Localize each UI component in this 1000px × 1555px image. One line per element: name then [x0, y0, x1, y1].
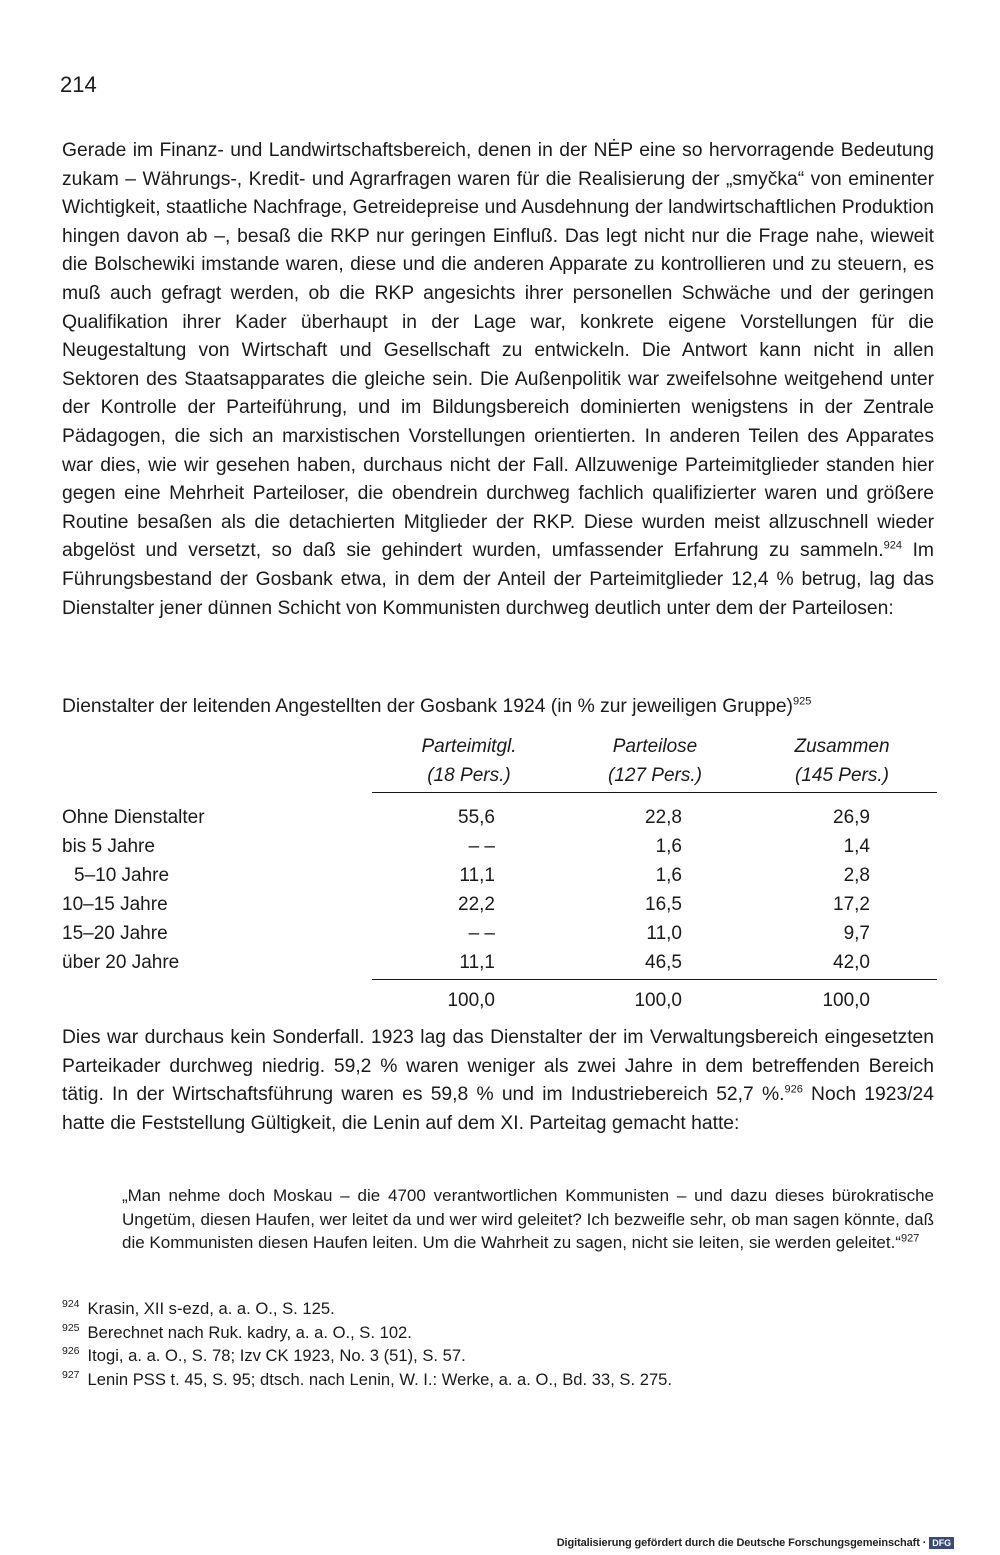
column-header-parteimitglieder — [379, 732, 559, 790]
total-zusammen: 100,0 — [822, 990, 870, 1011]
table-total-rule — [372, 979, 937, 980]
column-header-count: (127 Pers.) — [608, 765, 702, 786]
row-label: 15–20 Jahre — [62, 923, 168, 944]
footnotes — [62, 1297, 942, 1391]
cell-zusammen: 2,8 — [843, 865, 870, 886]
cell-zusammen: 9,7 — [843, 923, 870, 944]
column-header-zusammen — [752, 732, 932, 790]
table-header-rule — [372, 792, 937, 793]
body-paragraph-1 — [62, 137, 934, 623]
page-number: 214 — [60, 72, 97, 97]
footnote-number: 924 — [62, 1298, 80, 1311]
total-parteimitglieder: 100,0 — [447, 990, 495, 1011]
footnote — [62, 1321, 942, 1345]
table-total-row — [0, 986, 1000, 1015]
table-row — [0, 919, 1000, 948]
column-header-name: Parteimitgl. — [421, 736, 517, 757]
footnote — [62, 1297, 942, 1321]
row-label: 5–10 Jahre — [74, 865, 170, 886]
block-quote — [122, 1184, 934, 1255]
cell-zusammen: 42,0 — [833, 952, 870, 973]
body-paragraph-2-continuation: Noch 1923/24 hatte die Feststellung Gültigkeit, die Lenin auf dem XI. Parteitag gemacht hatte: — [62, 1084, 934, 1134]
cell-parteimitglieder: 22,2 — [458, 894, 495, 915]
cell-parteilose: 16,5 — [645, 894, 682, 915]
body-paragraph-2-text: Dies war durchaus kein Sonderfall. 1923 lag das Dienstalter der im Verwaltungsbereich eingesetzten Parteikader durchweg niedrig. 59,2 % waren weniger als zwei Jahre in dem betreffenden Bereich tätig. In der Wirtschaftsführung waren es 59,8 % und im Industriebereich 52,7 %. — [62, 1027, 934, 1106]
body-paragraph-1-text: Gerade im Finanz- und Landwirtschaftsbereich, denen in der NĖP eine so hervorragende Bedeutung zukam – Währungs-, Kredit- und Agrarfragen waren für die Realisierung der „smyčka“ von eminenter Wichtigkeit, staatliche Nachfrage, Getreidepreise und Ausdehnung der landwirtschaftlichen Produktion hingen davon ab –, besaß die RKP nur geringen Einfluß. Das legt nicht nur die Frage nahe, wieweit die Bolschewiki imstande waren, diese und die anderen Apparate zu kontrollieren und zu steuern, es muß auch gefragt werden, ob die RKP angesichts ihrer personellen Schwäche und der geringen Qualifikation ihrer Kader überhaupt in der Lage war, konkrete eigene Vorstellungen für die Neugestaltung von Wirtschaft und Gesellschaft zu entwickeln. Die Antwort kann nicht in allen Sektoren des Staatsapparates die gleiche sein. Die Außenpolitik war zweifelsohne weitgehend unter der Kontrolle der Parteiführung, und im Bildungsbereich dominierten wenigstens in der Zentrale Pädagogen, die sich an marxistischen Vorstellungen orientierten. In anderen Teilen des Apparates war dies, wie wir gesehen haben, durchaus nicht der Fall. Allzuwenige Parteimitglieder standen hier gegen eine Mehrheit Parteiloser, die obendrein durchweg fachlich qualifizierter waren und größere Routine besaßen als die detachierten Mitglieder der RKP. Diese wurden meist allzuschnell wieder abgelöst und versetzt, so daß sie gehindert wurden, umfassender Erfahrung zu sammeln. — [62, 140, 934, 562]
cell-zusammen: 17,2 — [833, 894, 870, 915]
cell-parteimitglieder: 11,1 — [459, 952, 495, 973]
cell-parteilose: 11,0 — [646, 923, 682, 944]
dfg-logo: DFG — [929, 1537, 954, 1549]
column-header-count: (145 Pers.) — [795, 765, 889, 786]
cell-parteimitglieder: 11,1 — [459, 865, 495, 886]
digitization-credit — [557, 1537, 954, 1549]
footnote-ref-927: 927 — [900, 1232, 920, 1245]
cell-parteimitglieder: – – — [468, 923, 495, 944]
cell-parteimitglieder: 55,6 — [458, 807, 495, 828]
column-header-parteilose — [565, 732, 745, 790]
footnote-text: Itogi, a. a. O., S. 78; Izv CK 1923, No. 3 (51), S. 57. — [87, 1346, 466, 1365]
footnote-text: Krasin, XII s-ezd, a. a. O., S. 125. — [87, 1299, 335, 1318]
footnote-ref-925: 925 — [792, 695, 812, 708]
footnote-ref-926: 926 — [784, 1083, 803, 1096]
body-paragraph-1-continuation: Im Führungsbestand der Gosbank etwa, in dem der Anteil der Parteimitglieder 12,4 % betrug, lag das Dienstalter jener dünnen Schicht von Kommunisten durchweg deutlich unter dem der Parteilosen: — [62, 540, 934, 619]
cell-parteilose: 22,8 — [645, 807, 682, 828]
cell-parteilose: 1,6 — [655, 865, 682, 886]
cell-zusammen: 26,9 — [833, 807, 870, 828]
table-row — [0, 948, 1000, 977]
body-paragraph-2 — [62, 1024, 934, 1138]
footnote-number: 927 — [62, 1368, 80, 1381]
table-row — [0, 803, 1000, 832]
footnote-number: 925 — [62, 1321, 80, 1334]
cell-parteilose: 1,6 — [655, 836, 682, 857]
table-row — [0, 832, 1000, 861]
cell-parteilose: 46,5 — [645, 952, 682, 973]
cell-zusammen: 1,4 — [843, 836, 870, 857]
footnote — [62, 1344, 942, 1368]
column-header-name: Parteilose — [612, 736, 698, 757]
row-label: 10–15 Jahre — [62, 894, 168, 915]
total-parteilose: 100,0 — [634, 990, 682, 1011]
cell-parteimitglieder: – – — [468, 836, 495, 857]
row-label: Ohne Dienstalter — [62, 807, 205, 828]
table-title — [62, 693, 952, 721]
column-header-count: (18 Pers.) — [427, 765, 511, 786]
footnote-ref-924: 924 — [883, 539, 902, 552]
table-row — [0, 890, 1000, 919]
credit-text: Digitalisierung gefördert durch die Deutsche Forschungsgemeinschaft · — [556, 1537, 927, 1549]
column-header-name: Zusammen — [794, 736, 890, 757]
row-label: über 20 Jahre — [62, 952, 180, 973]
table-row — [0, 861, 1000, 890]
table-title-text: Dienstalter der leitenden Angestellten der Gosbank 1924 (in % zur jeweiligen Gruppe) — [62, 696, 793, 717]
footnote-number: 926 — [62, 1345, 80, 1358]
row-label: bis 5 Jahre — [62, 836, 155, 857]
block-quote-text: „Man nehme doch Moskau – die 4700 verantwortlichen Kommunisten – und dazu dieses bürokratische Ungetüm, diesen Haufen, wer leitet da und wer wird geleitet? Ich bezweifle sehr, ob man sagen könnte, daß die Kommunisten diesen Haufen leiten. Um die Wahrheit zu sagen, nicht sie leiten, sie werden geleitet.“ — [122, 1186, 934, 1252]
footnote-text: Lenin PSS t. 45, S. 95; dtsch. nach Lenin, W. I.: Werke, a. a. O., Bd. 33, S. 275. — [87, 1369, 673, 1389]
footnote — [62, 1368, 942, 1392]
footnote-text: Berechnet nach Ruk. kadry, a. a. O., S. 102. — [87, 1322, 412, 1342]
